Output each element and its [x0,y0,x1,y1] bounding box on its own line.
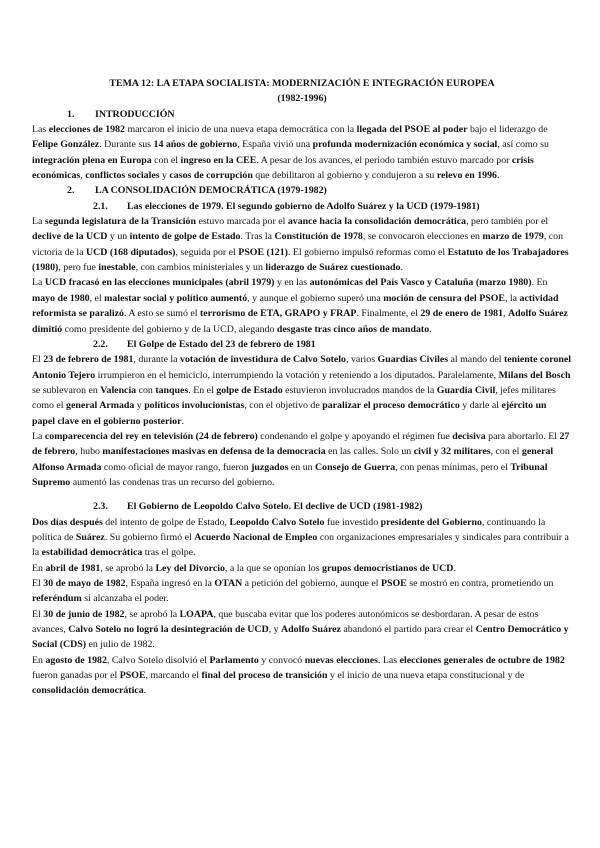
text-run: y el inicio de una nueva etapa constitucional y de [327,670,525,682]
text-run: estuvieron involucrados mandos de la [282,384,437,396]
text-run: , [503,308,508,320]
text-run: , con el objetivo de [244,400,323,412]
text-run: , pero también por el [466,216,549,228]
text-run: se sublevaron en [32,384,101,396]
bold-text-run: grupos democristianos de UCD [322,562,454,574]
text-run: , pero fue [58,262,99,274]
bold-text-run: terrorismo de ETA, GRAPO y FRAP [199,308,357,320]
bold-text-run: 30 de junio de 1982 [43,608,125,620]
bold-text-run: votación de investidura de Calvo Sotelo [180,354,346,366]
bold-text-run: Ley del Divorcio [155,562,225,574]
text-run: , continuando la política de [32,516,546,543]
text-run: . [400,262,403,274]
text-run: . En el [188,384,217,396]
text-run: . Durante sus [99,139,154,151]
bold-text-run: manifestaciones masivas en defensa de la democracia [102,446,326,458]
bold-text-run: ejército un papel clave en el gobierno posterior [32,400,547,427]
bold-text-run: abril de 1981 [45,562,101,574]
paragraph-2-3-e [32,653,572,699]
bold-text-run: paralizar el proceso democrático [322,400,460,412]
text-run: y un [107,231,130,243]
bold-text-run: 23 de febrero de 1981 [43,354,134,366]
text-run: , seguida por el [175,246,239,258]
text-run: del intento de golpe de Estado, [102,516,230,528]
bold-text-run: general Armada [66,400,135,412]
bold-text-run: desgaste tras cinco años de mandato [276,323,430,335]
section-heading-consolidacion [32,183,572,198]
bold-text-run: profunda modernización económica y social [312,139,498,151]
bold-text-run: PSOE (121) [238,246,288,258]
text-run: . [181,415,184,427]
bold-text-run: Adolfo Suárez dimitió [32,308,568,335]
text-run: a petición del gobierno, aunque el [242,578,381,589]
text-run: , se convocaron elecciones en [362,231,483,243]
section-title: INTRODUCCIÓN [95,108,175,120]
bold-text-run: mayo de 1980 [32,292,90,304]
text-run: con [136,384,156,396]
text-run: . [496,170,500,182]
text-run: que debilitaron al gobierno y condujeron a su [252,170,437,182]
bold-text-run: Adolfo Suárez [281,624,341,636]
bold-text-run: conflictos sociales [85,170,160,182]
bold-text-run: marzo de 1979 [482,231,544,243]
paragraph-2-2-b [32,429,572,490]
paragraph-2-3-d [32,607,572,653]
text-run: . El gobierno impulsó reformas como el [287,246,448,258]
subsection-title: El Gobierno de Leopoldo Calvo Sotelo. El declive de UCD (1981-1982) [127,501,423,513]
text-run: . [453,562,456,574]
bold-text-run: Parlamento [209,654,259,666]
text-run: fueron ganadas por el [32,670,120,682]
text-run: , varios [346,354,378,366]
bold-text-run: teniente coronel Antonio Tejero [32,354,572,381]
subsection-title: Las elecciones de 1979. El segundo gobierno de Adolfo Suárez y la UCD (1979-1981) [127,200,480,212]
bold-text-run: golpe de Estado [216,384,283,396]
title-line-1: TEMA 12: LA ETAPA SOCIALISTA: MODERNIZACIÓN E INTEGRACIÓN EUROPEA [109,78,495,89]
text-run: , con el [490,446,522,458]
text-run: como presidente del gobierno y de la UCD, alegando [62,323,277,335]
bold-text-run: Leopoldo Calvo Sotelo [229,516,325,528]
text-run: y [134,400,145,412]
text-run: . Tras la [240,231,275,243]
section-number: 1. [67,108,75,120]
bold-text-run: presidente del Gobierno [380,516,482,528]
bold-text-run: 30 de mayo de 1982 [43,578,126,589]
text-run: al mando del [448,354,505,366]
bold-text-run: nuevas elecciones [304,654,378,666]
paragraph-2-3-b [32,561,572,576]
bold-text-run: intento de golpe de Estado [129,231,241,243]
bold-text-run: Tribunal Supremo [32,461,548,488]
bold-text-run: Milans del Bosch [498,369,571,381]
text-run: , Calvo Sotelo disolvió el [106,654,210,666]
text-run: con el [151,154,181,166]
bold-text-run: Centro Democrático y Social (CDS) [32,624,569,651]
text-run: , a la que se oponían los [224,562,323,574]
text-run: , durante la [133,354,181,366]
text-run: . [143,685,147,697]
text-run: , así como su [497,139,549,151]
text-run: . Las [377,654,400,666]
text-run: si alcanzaba el poder. [81,593,169,605]
bold-text-run: Calvo Sotelo no logró la desintegración de UCD [68,624,269,636]
text-run: El [32,608,44,620]
paragraph-2-1-b [32,275,572,336]
bold-text-run: referéndum [32,593,82,605]
text-run: , y [268,624,282,636]
text-run: , con victoria de la [32,231,564,258]
subsection-heading-2-1 [32,199,572,214]
text-run: . En [531,277,548,289]
bold-text-run: actividad reformista se paralizó [32,292,559,320]
bold-text-run: LOAPA [179,608,214,620]
bold-text-run: decisiva [452,430,486,442]
bold-text-run: Valencia [100,384,137,396]
subsection-heading-2-2 [32,337,572,352]
text-run: , jefes militares como el [32,384,556,412]
text-run: tras el golpe. [142,547,196,559]
text-run: aumentó las condenas tras un recurso del gobierno. [70,476,275,488]
bold-text-run: UCD (168 diputados) [86,246,176,258]
subsection-number: 2.3. [93,501,108,513]
bold-text-run: civil y 32 militares [413,446,491,458]
text-run: La [32,430,45,442]
section-heading-introduccion [32,107,572,122]
section-number: 2. [67,185,75,197]
text-run: En [32,562,46,574]
paragraph-2-3-c [32,576,572,607]
text-run: , hubo [75,446,103,458]
paragraph-introduccion [32,122,572,183]
bold-text-run: Acuerdo Nacional de Empleo [194,531,318,543]
text-run: , la [504,292,520,304]
text-run: Las [32,124,49,136]
bold-text-run: elecciones generales de octubre de 1982 [399,654,565,666]
bold-text-run: liderazgo de Suárez cuestionado [265,262,401,274]
text-run: , [80,170,86,182]
text-run: El [32,578,44,589]
bold-text-run: comparecencia del rey en televisión (24 de febrero) [44,430,258,442]
text-run: , se aprobó la [124,608,180,620]
text-run: , España vivió una [237,139,313,151]
text-run: con organizaciones empresariales y sindicales para contribuir a la [32,531,569,559]
text-run: marcaron el inicio de una nueva etapa democrática con la [124,124,357,136]
bold-text-run: avance hacia la consolidación democrática [287,216,467,228]
bold-text-run: PSOE [119,670,146,682]
text-run: , y aunque el gobierno superó una [247,292,384,304]
bold-text-run: juzgados [251,461,289,473]
text-run: . Su gobierno firmó el [104,531,195,543]
bold-text-run: Consejo de Guerra [315,461,396,473]
bold-text-run: PSOE [380,578,407,589]
bold-text-run: final del proceso de transición [201,670,328,682]
subsection-number: 2.1. [93,200,108,212]
text-run: . Finalmente, el [356,308,421,320]
text-run: y convocó [258,654,305,666]
bold-text-run: moción de censura del PSOE [383,292,505,304]
bold-text-run: ingreso en la CEE [180,154,257,166]
text-run: . A pesar de los avances, el periodo también estuvo marcado por [256,154,512,166]
text-run: en un [288,461,316,473]
text-run: y darle al [459,400,502,412]
subsection-title: El Golpe de Estado del 23 de febrero de 1981 [127,338,316,350]
bold-text-run: tanques [155,384,189,396]
text-run: , que buscaba evitar que los poderes autonómicos se desbordaran. A pesar de estos avances, [32,608,539,636]
bold-text-run: casos de corrupción [169,170,253,182]
bold-text-run: llegada del PSOE al poder [356,124,468,136]
bold-text-run: agosto de 1982 [45,654,107,666]
bold-text-run: Felipe González [32,139,100,151]
subsection-heading-2-3 [32,499,572,514]
bold-text-run: declive de la UCD [32,231,108,243]
text-run: en julio de 1982. [86,639,155,651]
text-run: fue investido [324,516,381,528]
text-run: para abortarlo. El [485,430,560,442]
text-run: La [32,216,45,228]
text-run: como oficial de mayor rango, fueron [101,461,252,473]
paragraph-2-1-a [32,214,572,275]
bold-text-run: consolidación democrática [32,685,144,697]
bold-text-run: Dos días después [32,516,103,528]
subsection-number: 2.2. [93,338,108,350]
bold-text-run: elecciones de 1982 [48,124,125,136]
text-run: se mostró en contra, prometiendo un [406,578,554,589]
bold-text-run: relevo en 1996 [436,170,497,182]
text-run: La [32,277,45,289]
bold-text-run: autonómicas del País Vasco y Cataluña (marzo 1980) [309,277,532,289]
text-run: En [32,654,46,666]
bold-text-run: estabilidad democrática [41,547,143,559]
bold-text-run: políticos involucionistas [144,400,245,412]
text-run: irrumpieron en el hemiciclo, interrumpiendo la votación y reteniendo a los diputados. Paralelamente, [95,369,499,381]
bold-text-run: general Alfonso Armada [32,446,554,473]
text-run: bajo el liderazgo de [467,124,548,136]
bold-text-run: 14 años de gobierno [153,139,238,151]
bold-text-run: inestable [98,262,136,274]
text-run: , con penas mínimas, pero el [395,461,511,473]
bold-text-run: Constitución de 1978 [274,231,363,243]
bold-text-run: crisis económicas [32,154,534,182]
text-run: , se aprobó la [100,562,156,574]
bold-text-run: Suárez [75,531,105,543]
text-run: estuvo marcada por el [195,216,288,228]
bold-text-run: Guardias Civiles [377,354,449,366]
text-run: , el [89,292,105,304]
text-run: , España ingresó en la [125,578,215,589]
text-run: , marcando el [145,670,202,682]
text-run: y [159,170,170,182]
text-run: El [32,354,44,366]
text-run: . [429,323,432,335]
text-run: abandonó el partido para crear el [340,624,476,636]
bold-text-run: segunda legislatura de la Transición [44,216,196,228]
document-title [32,76,572,107]
bold-text-run: integración plena en Europa [32,154,152,166]
text-run: . A esto se sumó el [123,308,200,320]
text-run: condenando el golpe y apoyando el régimen fue [257,430,453,442]
text-run: en las calles. Solo un [325,446,414,458]
text-run: , con cambios ministeriales y un [135,262,266,274]
bold-text-run: Estatuto de los Trabajadores (1980) [32,246,569,274]
bold-text-run: Guardia Civil [436,384,496,396]
section-title: LA CONSOLIDACIÓN DEMOCRÁTICA (1979-1982) [95,185,327,197]
title-line-2: (1982-1996) [277,93,327,105]
paragraph-2-2-a [32,352,572,429]
bold-text-run: malestar social y político aumentó [104,292,248,304]
bold-text-run: 27 de febrero [32,430,570,458]
bold-text-run: UCD fracasó en las elecciones municipales (abril 1979) [44,277,275,289]
text-run: y en las [274,277,310,289]
bold-text-run: OTAN [214,578,243,589]
bold-text-run: 29 de enero de 1981 [420,308,504,320]
paragraph-2-3-a [32,515,572,561]
